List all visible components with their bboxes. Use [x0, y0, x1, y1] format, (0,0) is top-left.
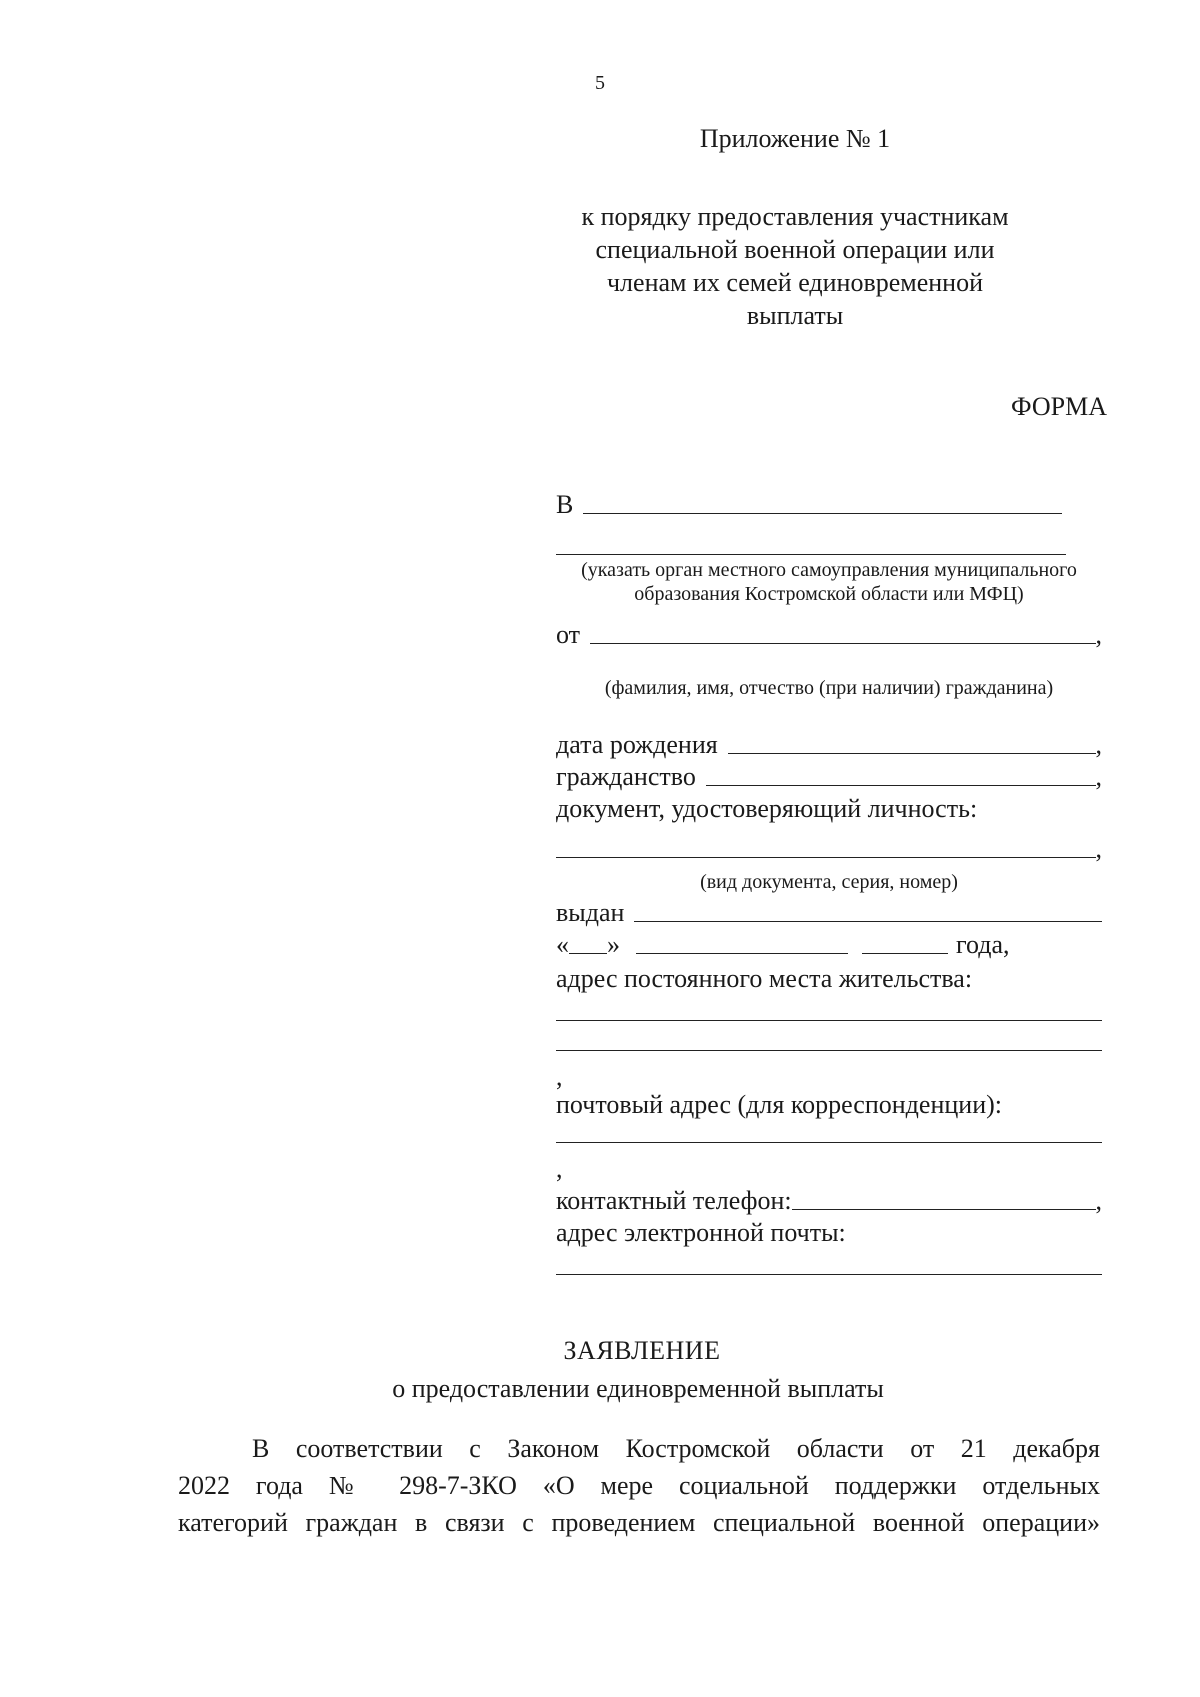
from-row	[556, 620, 1102, 650]
comma: ,	[1095, 1186, 1102, 1215]
issued-row	[556, 898, 1102, 928]
issue-day-field[interactable]	[569, 953, 607, 954]
id-document-field[interactable]	[556, 857, 1096, 858]
citizenship-field[interactable]	[706, 785, 1096, 786]
postal-row	[556, 1090, 1102, 1120]
appendix-reference-line: к порядку предоставления участникам	[581, 202, 1009, 231]
issued-field[interactable]	[634, 921, 1102, 922]
application-body	[178, 1430, 1100, 1541]
appendix-reference-line: выплаты	[746, 301, 844, 330]
postal-comma-row	[556, 1154, 1102, 1184]
id-document-hint: (вид документа, серия, номер)	[700, 871, 958, 893]
residence-row	[556, 964, 1102, 994]
email-field[interactable]	[556, 1274, 1102, 1275]
page-number: 5	[595, 72, 605, 94]
body-line: категорий граждан в связи с проведением специальной военной операции»	[178, 1508, 1100, 1537]
from-hint: (фамилия, имя, отчество (при наличии) гражданина)	[604, 677, 1054, 699]
residence-label: адрес постоянного места жительства:	[556, 964, 973, 993]
citizenship-row	[556, 762, 1102, 792]
issue-year-field[interactable]	[862, 953, 948, 954]
issued-label: выдан	[556, 898, 625, 927]
comma: ,	[1095, 730, 1102, 759]
postal-label: почтовый адрес (для корреспонденции):	[556, 1090, 1002, 1119]
comma: ,	[1095, 620, 1102, 649]
issue-month-field[interactable]	[636, 953, 848, 954]
to-field[interactable]	[583, 513, 1062, 514]
body-line: В соответствии с Законом Костромской области от 21 декабря	[252, 1434, 1100, 1463]
year-suffix: года,	[956, 930, 1010, 959]
birth-date-row	[556, 730, 1102, 760]
residence-field-line-1[interactable]	[556, 1020, 1102, 1021]
to-field-line-2[interactable]	[556, 554, 1066, 555]
email-row	[556, 1218, 1102, 1248]
comma: ,	[556, 1062, 563, 1091]
date-close-quote: »	[607, 930, 620, 959]
phone-field[interactable]	[792, 1209, 1096, 1210]
birth-date-field[interactable]	[728, 753, 1096, 754]
form-label: ФОРМА	[1011, 392, 1107, 421]
postal-field[interactable]	[556, 1142, 1102, 1143]
phone-label: контактный телефон:	[556, 1186, 792, 1215]
to-row	[556, 490, 1102, 520]
id-document-row	[556, 794, 1102, 824]
residence-field-line-2[interactable]	[556, 1050, 1102, 1051]
comma: ,	[556, 1154, 563, 1183]
comma: ,	[1095, 762, 1102, 791]
application-subtitle: о предоставлении единовременной выплаты	[392, 1374, 884, 1403]
id-document-label: документ, удостоверяющий личность:	[556, 794, 978, 823]
from-field[interactable]	[590, 643, 1095, 644]
residence-comma-row	[556, 1062, 1102, 1092]
id-document-field-row	[556, 834, 1102, 864]
phone-row	[556, 1186, 1102, 1216]
comma: ,	[1095, 834, 1102, 863]
body-line: 2022 года № 298-7-ЗКО «О мере социальной поддержки отдельных	[178, 1471, 1100, 1500]
citizenship-label: гражданство	[556, 762, 696, 791]
application-title: ЗАЯВЛЕНИЕ	[563, 1336, 721, 1365]
to-hint: (указать орган местного самоуправления муниципального образования Костромской области или МФЦ)	[581, 559, 1077, 605]
email-label: адрес электронной почты:	[556, 1218, 846, 1247]
date-open-quote: «	[556, 930, 569, 959]
birth-date-label: дата рождения	[556, 730, 718, 759]
appendix-reference	[560, 200, 1030, 332]
to-prefix: В	[556, 490, 574, 519]
appendix-reference-line: специальной военной операции или	[595, 235, 995, 264]
appendix-reference-line: членам их семей единовременной	[606, 268, 984, 297]
issue-date-row	[556, 930, 1102, 960]
from-prefix: от	[556, 620, 581, 649]
appendix-heading: Приложение № 1	[699, 124, 891, 153]
